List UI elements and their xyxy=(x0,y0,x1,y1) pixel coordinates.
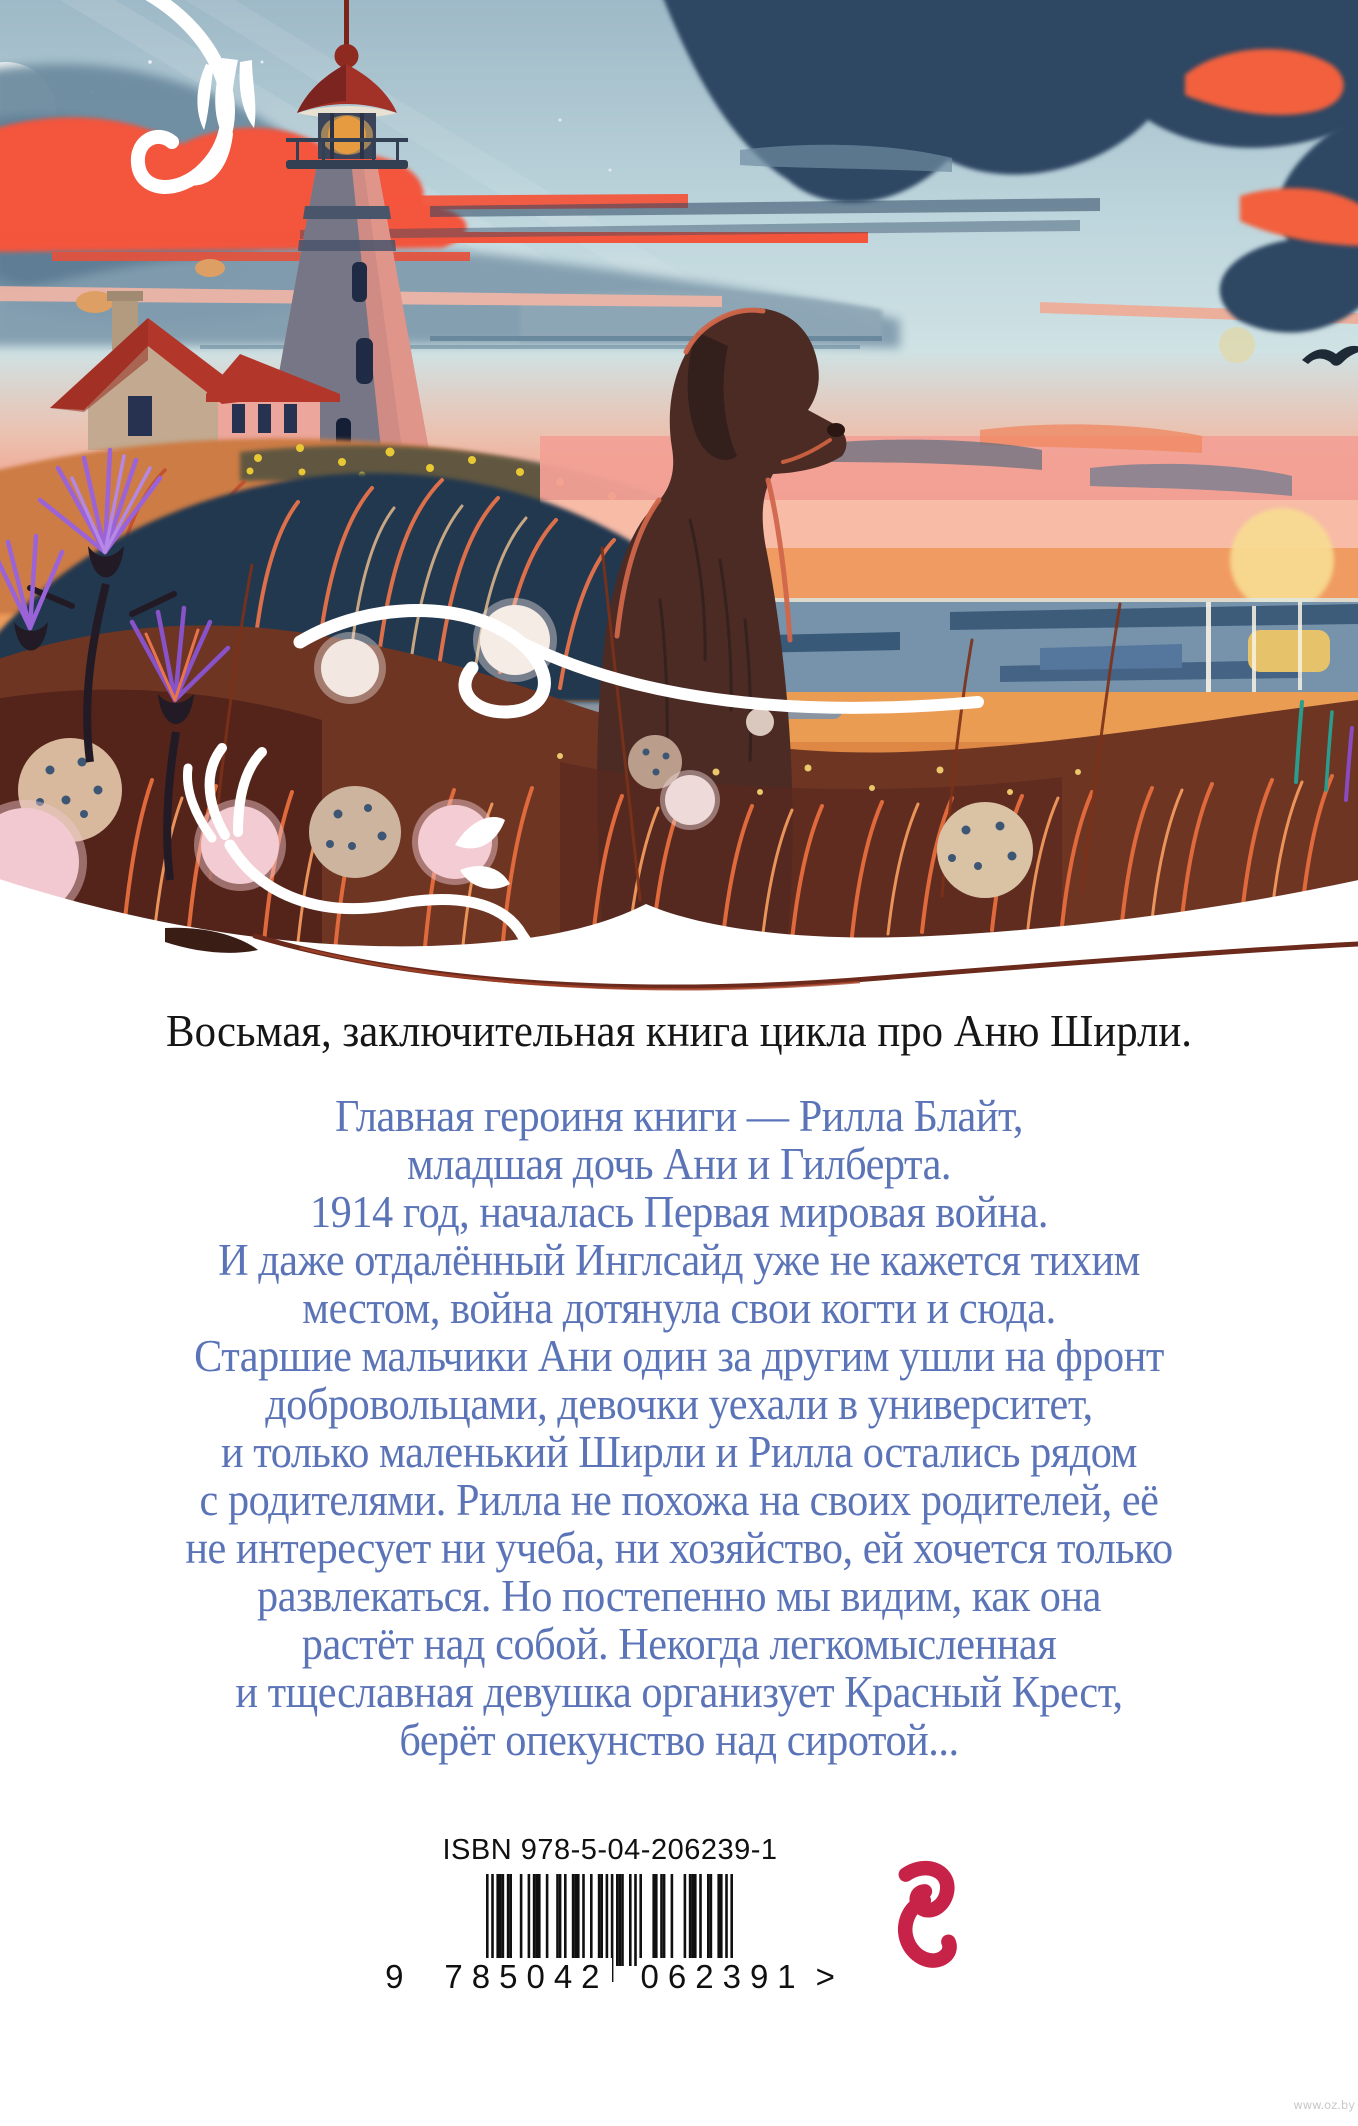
watermark: www.oz.by xyxy=(1293,2098,1355,2112)
blurb-line: с родителями. Рилла не похожа на своих родителей, её xyxy=(199,1475,1159,1525)
sun-dot xyxy=(1219,327,1255,363)
cover-illustration xyxy=(0,0,1358,1000)
blurb-line: И даже отдалённый Инглсайд уже не кажется тихим xyxy=(218,1235,1140,1285)
barcode-lead-digit: 9 xyxy=(382,1958,415,1996)
blurb-line: и только маленький Ширли и Рилла остались рядом xyxy=(221,1427,1137,1477)
blurb-line: и тщеславная девушка организует Красный Крест, xyxy=(235,1667,1123,1717)
tagline: Восьмая, заключительная книга цикла про Аню Ширли. xyxy=(166,1005,1192,1056)
blurb-line: местом, война дотянула свои когти и сюда. xyxy=(302,1283,1056,1333)
barcode-trail: > xyxy=(815,1958,835,1995)
blurb-line: развлекаться. Но постепенно мы видим, как она xyxy=(257,1571,1101,1621)
isbn-block xyxy=(385,1834,835,1996)
barcode-group-2: 062391 xyxy=(638,1958,808,1996)
blurb-line: растёт над собой. Некогда легкомысленная xyxy=(301,1619,1057,1669)
blurb-line: не интересует ни учеба, ни хозяйство, ей хочется только xyxy=(185,1523,1173,1573)
blurb-line: Главная героиня книги — Рилла Блайт, xyxy=(335,1091,1023,1141)
blurb-line: берёт опекунство над сиротой... xyxy=(399,1715,959,1765)
blurb-line: младшая дочь Ани и Гилберта. xyxy=(407,1139,951,1189)
barcode-group-1: 785042 xyxy=(441,1958,611,1996)
blurb-line: добровольцами, девочки уехали в университет, xyxy=(265,1379,1093,1429)
publisher-logo-eksmo-icon xyxy=(892,1860,960,1972)
blurb-line: 1914 год, началась Первая мировая война. xyxy=(309,1187,1049,1237)
blurb-line: Старшие мальчики Ани один за другим ушли на фронт xyxy=(194,1331,1164,1381)
blurb xyxy=(41,1092,1318,1764)
isbn-text: ISBN 978-5-04-206239-1 xyxy=(442,1834,778,1866)
barcode-digits xyxy=(385,1958,835,1996)
